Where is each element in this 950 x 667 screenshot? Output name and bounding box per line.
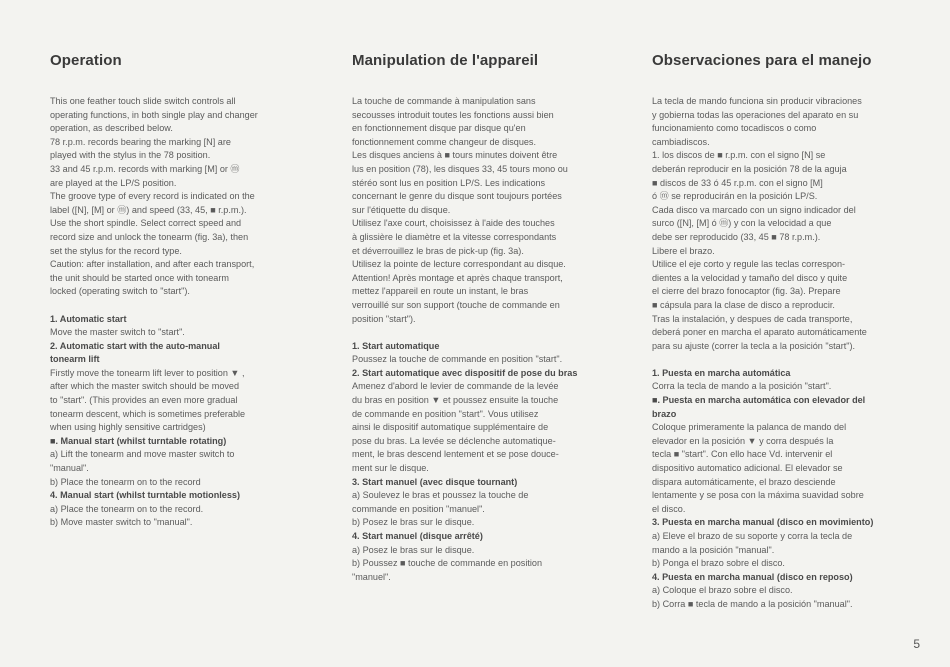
spanish-step-3-body: a) Eleve el brazo de su soporte y corra la tecla de mando a la posición "manual". b) Ponga el brazo sobre el disco. [652, 531, 853, 569]
english-intro: This one feather touch slide switch controls all operating functions, in both single play and changer operation, as described below. 78 r.p.m. records bearing the marking [N] are played with the stylus in the 78 position. 33 and 45 r.p.m. records with marking [M] or ⓜ are played at the LP/S position. The groove type of every record is indicated on the label ([N], [M] or ⓜ) and speed (33, 45, ■ r.p.m.). Use the short spindle. Select correct speed and record size and unlock the tonearm (fig. 3a), then set the stylus for the record type. Caution: after installation, and after each transport, the unit should be started once with tonearm locked (operating switch to "start"). [50, 96, 258, 297]
english-step-2-body: Firstly move the tonearm lift lever to position ▼ , after which the master switch should be moved to "start". (This provides an even more gradual tonearm descent, which is sometimes preferable when using highly sensitive cartridges) [50, 367, 246, 433]
english-heading: Operation [50, 52, 122, 69]
french-step-4-title: 4. Start manuel (disque arrêté) [352, 531, 483, 541]
french-column [352, 52, 614, 584]
french-step-3-body: a) Soulevez le bras et poussez la touche de commande en position "manuel". b) Posez le bras sur le disque. [352, 490, 529, 528]
spanish-step-1-body: Corra la tecla de mando a la posición "start". [652, 381, 832, 392]
spanish-step-2-body: Coloque primeramente la palanca de mando del elevador en la posición ▼ y corra después la tecla ■ "start". Con ello hace Vd. intervenir el dispositivo automatico adicional. El elevador se dispara automáticamente, el brazo desciende lentamente y se posa con la máxima suavidad sobre el disco. [652, 422, 864, 514]
spanish-intro: La tecla de mando funciona sin producir vibraciones y gobierna todas las operaciones del aparato en su funcionamiento como tocadiscos o como cambiadiscos. 1. los discos de ■ r.p.m. con el signo [N] se deberán reproducir en la posición 78 de la aguja ■ discos de 33 ó 45 r.p.m. con el signo [M] ó ⓜ se reproducirán en la posición LP/S. Cada disco va marcado con un signo indicador del surco ([N], [M] ó ⓜ) y con la velocidad a que debe ser reproducido (33, 45 ■ 78 r.p.m.). Libere el brazo. Utilice el eje corto y regule las teclas correspon- dientes a la velocidad y tamaño del disco y quite el cierre del brazo fonocaptor (fig. 3a). Prepare ■ cápsula para la clase de disco a reproducir. Tras la instalación, y despues de cada transporte, deberá poner en marcha el aparato automáticamente para su ajuste (correr la tecla a la posición "start"). [652, 96, 867, 351]
french-step-3-title: 3. Start manuel (avec disque tournant) [352, 476, 518, 487]
french-step-2-title: 2. Start automatique avec dispositif de pose du bras [352, 367, 578, 378]
spanish-step-4-body: a) Coloque el brazo sobre el disco. b) Corra ■ tecla de mando a la posición "manual". [652, 585, 853, 609]
spanish-step-3-title: 3. Puesta en marcha manual (disco en movimiento) [652, 517, 874, 528]
english-step-4-title: 4. Manual start (whilst turntable motionless) [50, 490, 240, 501]
english-step-2-title: 2. Automatic start with the auto-manual tonearm lift [50, 340, 220, 365]
french-intro: La touche de commande à manipulation sans secousses introduit toutes les fonctions aussi bien en fonctionnement disque par disque qu'en fonctionnement comme changeur de disques. Les disques anciens à ■ tours minutes doivent être lus en position (78), les disques 33, 45 tours mono ou stéréo sont lus en position LP/S. Les indications concernant le genre du disque sont toujours portées sur l'étiquette du disque. Utilisez l'axe court, choisissez à l'aide des touches à glissière le diamètre et la vitesse correspondants et déverrouillez le bras de pick-up (fig. 3a). Utilisez la pointe de lecture correspondant au disque. Attention! Après montage et après chaque transport, mettez l'appareil en route un instant, le bras verrouillé sur son support (touche de commande en position "start"). [352, 96, 568, 324]
french-step-1-title: 1. Start automatique [352, 340, 440, 351]
spanish-heading: Observaciones para el manejo [652, 52, 872, 69]
english-step-1-title: 1. Automatic start [50, 313, 127, 324]
french-step-4-body: a) Posez le bras sur le disque. b) Poussez ■ touche de commande en position "manuel". [352, 544, 543, 582]
english-step-3-body: a) Lift the tonearm and move master switch to "manual". b) Place the tonearm on to the record [50, 449, 235, 487]
page-number: 5 [913, 637, 920, 651]
english-step-4-body: a) Place the tonearm on to the record. b) Move master switch to "manual". [50, 503, 204, 528]
spanish-step-2-title: ■. Puesta en marcha automática con elevador del brazo [652, 395, 866, 419]
french-heading: Manipulation de l'appareil [352, 52, 539, 69]
english-step-3-title: ■. Manual start (whilst turntable rotating) [50, 435, 227, 446]
spanish-step-1-title: 1. Puesta en marcha automática [652, 367, 791, 378]
spanish-step-4-title: 4. Puesta en marcha manual (disco en reposo) [652, 571, 853, 582]
french-step-2-body: Amenez d'abord le levier de commande de la levée du bras en position ▼ et poussez ensuite la touche de commande en position "start". Vous utilisez ainsi le dispositif automatique supplémentaire de pose du bras. La levée se déclenche automatique- ment, le bras descend lentement et se pose douce- ment sur le disque. [352, 381, 559, 474]
english-column [50, 52, 312, 530]
french-step-1-body: Poussez la touche de commande en position "start". [352, 354, 563, 365]
english-step-1-body: Move the master switch to "start". [50, 327, 185, 338]
spanish-column [652, 52, 914, 612]
